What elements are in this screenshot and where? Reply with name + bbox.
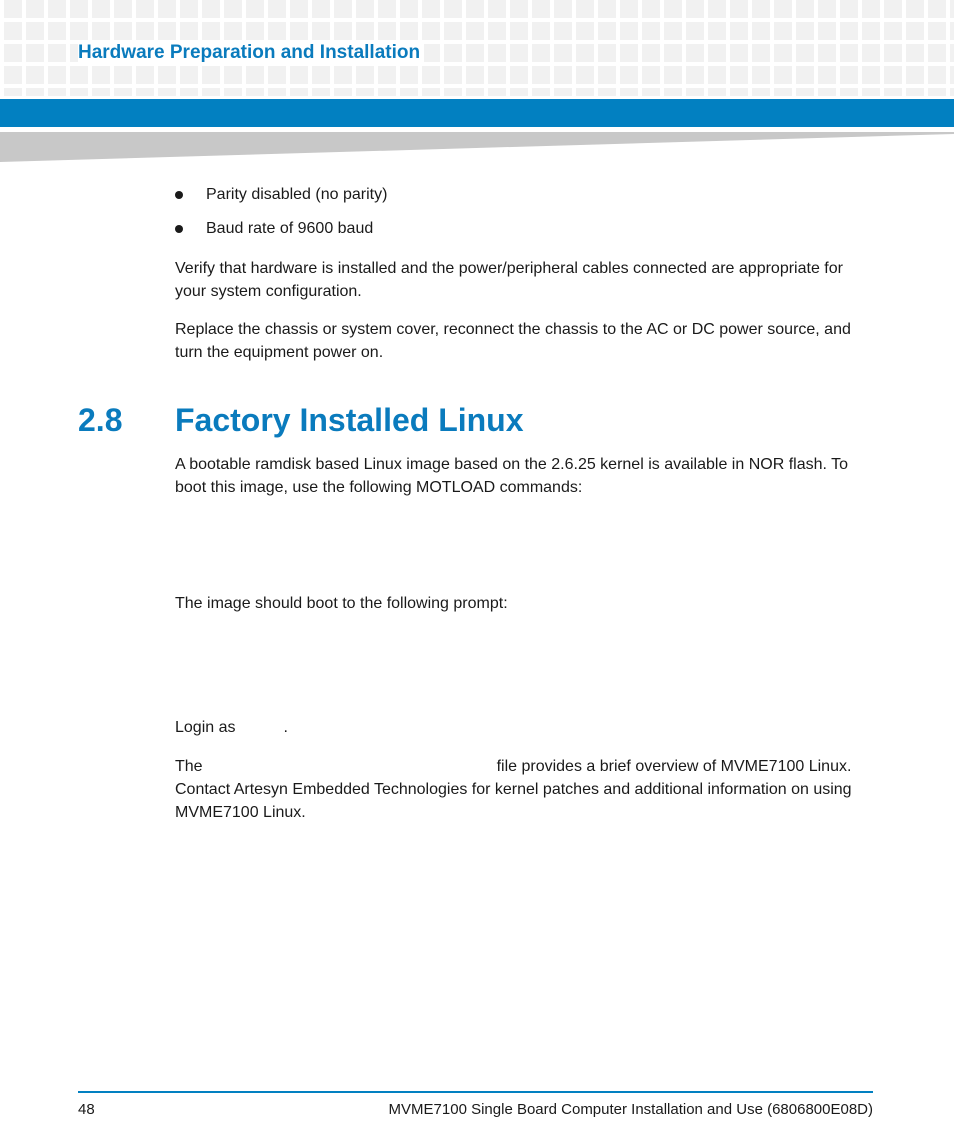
paragraph-readme (175, 755, 875, 824)
header-blue-bar (0, 99, 954, 127)
header-gray-wedge (0, 130, 954, 162)
bullet-dot (175, 225, 183, 233)
document-title: MVME7100 Single Board Computer Installation and Use (6806800E08D) (388, 1101, 873, 1118)
paragraph-login (175, 716, 875, 739)
login-suffix: . (283, 719, 288, 736)
paragraph-image-boot: The image should boot to the following prompt: (175, 595, 508, 612)
section-number: 2.8 (78, 402, 123, 438)
paragraph-bootable: A bootable ramdisk based Linux image based on the 2.6.25 kernel is available in NOR flash. To boot this image, use the following MOTLOAD commands: (175, 456, 848, 496)
paragraph-replace: Replace the chassis or system cover, reconnect the chassis to the AC or DC power source, and turn the equipment power on. (175, 321, 851, 361)
bullet-text: Parity disabled (no parity) (206, 186, 388, 203)
page-number: 48 (78, 1101, 95, 1118)
readme-suffix: file provides a brief overview of MVME7100 Linux. Contact Artesyn Embedded Technologies for kernel patches and additional information on using MVME7100 Linux. (175, 758, 852, 821)
readme-prefix: The (175, 758, 203, 775)
bullet-dot (175, 191, 183, 199)
bullet-text: Baud rate of 9600 baud (206, 220, 374, 237)
chapter-title: Hardware Preparation and Installation (78, 40, 424, 66)
footer-rule (78, 1091, 873, 1093)
login-prefix: Login as (175, 719, 236, 736)
paragraph-verify: Verify that hardware is installed and the power/peripheral cables connected are appropriate for your system configuration. (175, 260, 843, 300)
section-title: Factory Installed Linux (175, 402, 524, 438)
